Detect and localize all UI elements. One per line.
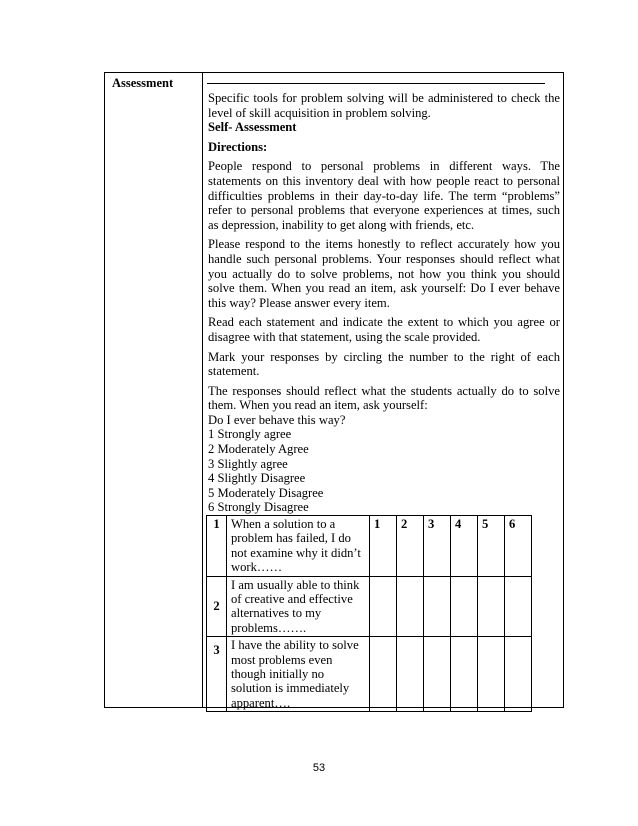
item-number: 3 [207,637,227,712]
scale-option[interactable]: 6 [505,516,532,577]
column-divider [202,73,203,707]
response-cell[interactable] [451,576,478,637]
page-number: 53 [312,762,326,774]
question-line: Do I ever behave this way? [208,412,346,427]
response-cell[interactable] [424,637,451,712]
scale-option[interactable]: 1 [370,516,397,577]
intro-text: Specific tools for problem solving will be administered to check the level of skill acquisition in problem solving. [208,91,560,120]
response-cell[interactable] [478,637,505,712]
scale-item: 2 Moderately Agree [208,442,309,457]
item-number: 1 [207,516,227,577]
response-cell[interactable] [397,576,424,637]
paragraph: The responses should reflect what the students actually do to solve them. When you read an item, ask yourself: [208,383,560,413]
response-cell[interactable] [370,576,397,637]
assessment-table [104,72,564,708]
response-cell[interactable] [370,637,397,712]
item-statement: I am usually able to think of creative and effective alternatives to my problems……. [227,576,370,637]
directions-heading: Directions: [208,139,268,154]
item-statement: I have the ability to solve most problems even though initially no solution is immediately apparent…. [227,637,370,712]
self-assessment-heading: Self- Assessment [208,120,297,135]
response-cell[interactable] [505,637,532,712]
table-row [207,637,532,712]
response-cell[interactable] [397,637,424,712]
top-rule [207,83,545,84]
scale-item: 1 Strongly agree [208,427,292,442]
item-statement: When a solution to a problem has failed, I do not examine why it didn’t work…… [227,516,370,577]
paragraph: People respond to personal problems in different ways. The statements on this inventory deal with how people react to personal difficulties problems in their day-to-day life. The term “problems” refer to personal problems that everyone experiences at times, such as depression, inability to get along with friends, etc. [208,159,560,232]
section-label: Assessment [112,76,174,90]
scale-item: 4 Slightly Disagree [208,471,306,486]
scale-option[interactable]: 3 [424,516,451,577]
item-number: 2 [207,576,227,637]
scale-option[interactable]: 5 [478,516,505,577]
scale-item: 5 Moderately Disagree [208,485,324,500]
scale-item: 3 Slightly agree [208,456,288,471]
response-cell[interactable] [505,576,532,637]
scale-item: 6 Strongly Disagree [208,500,309,515]
table-row [207,516,532,577]
scale-option[interactable]: 2 [397,516,424,577]
response-cell[interactable] [451,637,478,712]
scale-option[interactable]: 4 [451,516,478,577]
paragraph: Please respond to the items honestly to reflect accurately how you handle such personal problems. Your responses should reflect what you actually do to solve problems, not how you think you should solve them. When you read an item, ask yourself: Do I ever behave this way? Please answer every item. [208,237,560,310]
paragraph: Read each statement and indicate the extent to which you agree or disagree with that statement, using the scale provided. [208,315,560,344]
items-table [206,515,532,712]
table-row [207,576,532,637]
response-cell[interactable] [424,576,451,637]
content-column [208,91,560,515]
response-cell[interactable] [478,576,505,637]
paragraph: Mark your responses by circling the number to the right of each statement. [208,349,560,379]
